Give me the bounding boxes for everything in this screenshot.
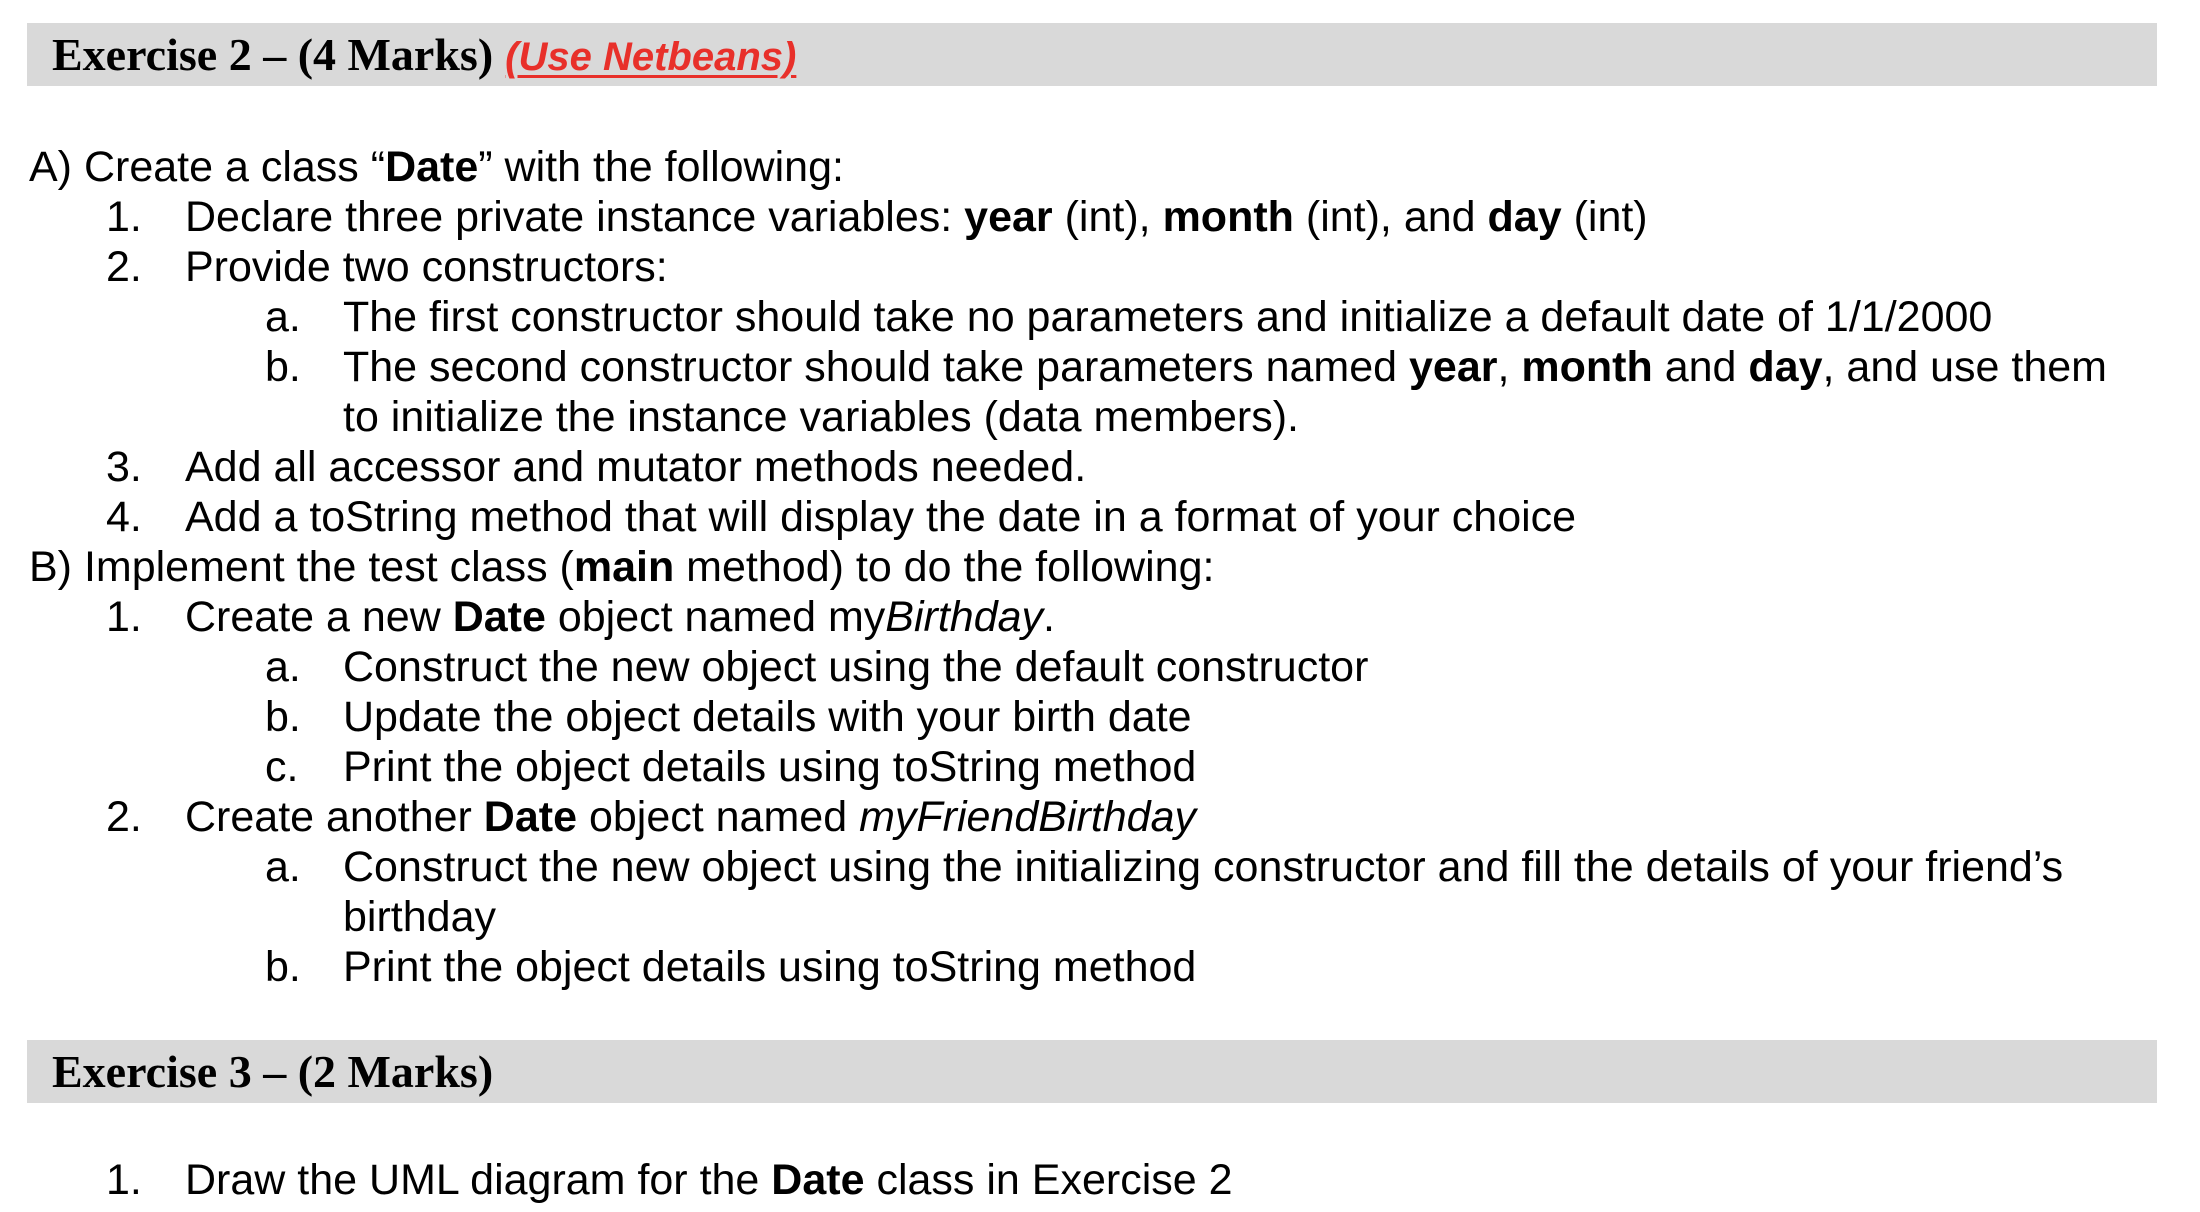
b-item-1-number: 1. xyxy=(106,593,142,641)
a-item-4-number: 4. xyxy=(106,493,142,541)
b-item-2a: Construct the new object using the initializing constructor and fill the details of your friend’s xyxy=(343,843,2064,891)
b-item-2b: Print the object details using toString method xyxy=(343,943,1197,991)
a-item-2b-text: The second constructor should take parameters named xyxy=(343,343,1410,391)
b-item-2a-line2: birthday xyxy=(343,893,496,941)
use-netbeans-note: (Use Netbeans) xyxy=(505,35,797,79)
a-item-2b-year: year xyxy=(1409,343,1498,391)
b-item-1-post: . xyxy=(1043,593,1055,641)
a-item-1-text: Declare three private instance variables: xyxy=(185,193,965,241)
b-item-2-friend-birthday: myFriendBirthday xyxy=(859,793,1197,841)
a-item-1-t3: (int) xyxy=(1561,193,1648,241)
exercise-2-header xyxy=(27,23,2157,86)
b-item-1-text: Create a new xyxy=(185,593,453,641)
a-item-2: Provide two constructors: xyxy=(185,243,668,291)
b-item-1c: Print the object details using toString method xyxy=(343,743,1197,791)
b-item-1 xyxy=(185,592,1055,642)
b-item-1a: Construct the new object using the default constructor xyxy=(343,643,1369,691)
a-item-1-number: 1. xyxy=(106,193,142,241)
b-item-2-mid: object named xyxy=(577,793,860,841)
a-item-2b-letter: b. xyxy=(265,343,301,391)
b-item-2-number: 2. xyxy=(106,793,142,841)
part-a-intro xyxy=(29,142,844,192)
a-item-2b-t3: , and use them xyxy=(1822,343,2107,391)
b-item-2a-letter: a. xyxy=(265,843,301,891)
ex3-item-1 xyxy=(185,1155,1233,1205)
part-a-intro-text: A) Create a class “ xyxy=(29,143,386,191)
b-item-1b: Update the object details with your birth date xyxy=(343,693,1192,741)
a-item-2b xyxy=(343,342,2107,392)
b-item-1b-letter: b. xyxy=(265,693,301,741)
a-item-2-number: 2. xyxy=(106,243,142,291)
b-item-2 xyxy=(185,792,1196,842)
b-item-1-mid: object named my xyxy=(545,593,886,641)
ex3-item-1-text: Draw the UML diagram for the xyxy=(185,1156,772,1204)
a-item-2b-line2: to initialize the instance variables (data members). xyxy=(343,393,1299,441)
part-b-main: main xyxy=(573,543,675,591)
exercise-3-header xyxy=(27,1040,2157,1103)
a-item-2b-month: month xyxy=(1521,343,1653,391)
part-b-intro xyxy=(29,542,1214,592)
b-item-1a-letter: a. xyxy=(265,643,301,691)
b-item-1-birthday: Birthday xyxy=(885,593,1044,641)
a-item-2b-t2: and xyxy=(1652,343,1749,391)
a-item-2b-day: day xyxy=(1748,343,1823,391)
a-item-3-number: 3. xyxy=(106,443,142,491)
a-item-1-day: day xyxy=(1487,193,1562,241)
part-b-intro-tail: method) to do the following: xyxy=(674,543,1215,591)
b-item-2b-letter: b. xyxy=(265,943,301,991)
part-a-class-name: Date xyxy=(385,143,479,191)
a-item-2b-t1: , xyxy=(1497,343,1522,391)
ex3-item-1-post: class in Exercise 2 xyxy=(864,1156,1233,1204)
part-a-intro-tail: ” with the following: xyxy=(478,143,844,191)
ex3-item-1-date: Date xyxy=(771,1156,865,1204)
b-item-2-text: Create another xyxy=(185,793,484,841)
ex3-item-1-number: 1. xyxy=(106,1156,142,1204)
b-item-1-date: Date xyxy=(452,593,546,641)
a-item-2a: The first constructor should take no parameters and initialize a default date of 1/1/2000 xyxy=(343,293,1993,341)
a-item-2a-letter: a. xyxy=(265,293,301,341)
a-item-1-month: month xyxy=(1162,193,1294,241)
exercise-2-title: Exercise 2 – (4 Marks) xyxy=(52,29,494,80)
part-b-intro-text: B) Implement the test class ( xyxy=(29,543,574,591)
a-item-1 xyxy=(185,192,1648,242)
a-item-1-t1: (int), xyxy=(1052,193,1163,241)
a-item-4: Add a toString method that will display the date in a format of your choice xyxy=(185,493,1577,541)
b-item-1c-letter: c. xyxy=(265,743,299,791)
a-item-1-t2: (int), and xyxy=(1293,193,1488,241)
a-item-1-year: year xyxy=(964,193,1053,241)
b-item-2-date: Date xyxy=(483,793,577,841)
a-item-3: Add all accessor and mutator methods needed. xyxy=(185,443,1087,491)
exercise-3-title: Exercise 3 – (2 Marks) xyxy=(52,1046,494,1097)
